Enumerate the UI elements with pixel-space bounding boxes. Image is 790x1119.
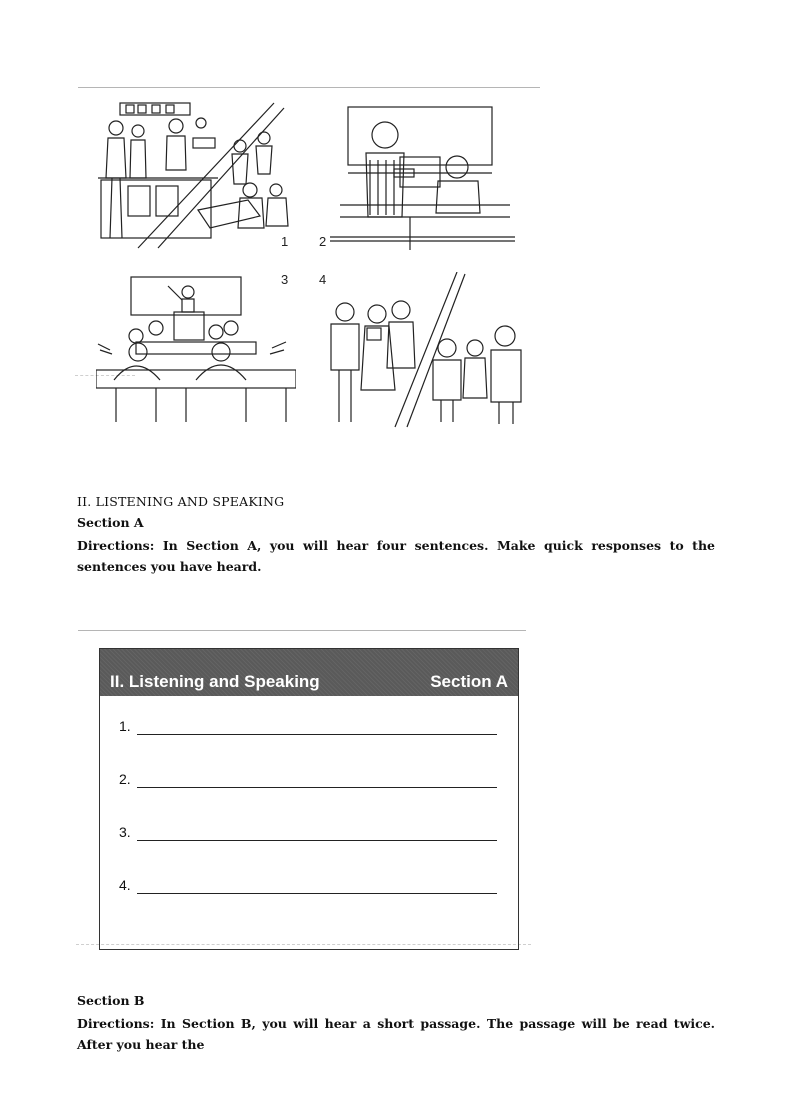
answer-box-header [100,649,518,696]
answer-row-3-label: 3. [119,824,131,840]
picture-classroom-exchange [330,105,515,250]
picture-number-3: 3 [281,272,289,287]
picture-classroom-talking [96,272,296,427]
scan-line-box-top [78,630,526,631]
section-b-title: Section B [77,993,145,1008]
answer-row-1-label: 1. [119,718,131,734]
picture-number-4: 4 [319,272,327,287]
picture-shop [98,98,298,250]
answer-row-2-label: 2. [119,771,131,787]
section-a-directions: Directions: In Section A, you will hear four sentences. Make quick responses to the sentences you have heard. [77,538,715,574]
section-a-title: Section A [77,515,144,530]
answer-line-3[interactable] [137,840,497,841]
picture-number-1: 1 [281,234,289,249]
answer-box-title: II. Listening and Speaking [110,672,320,691]
section-heading: II. LISTENING AND SPEAKING [77,494,285,509]
answer-box-section: Section A [430,672,508,691]
answer-box [99,648,519,950]
picture-number-2: 2 [319,234,327,249]
scan-line-top [78,87,540,88]
picture-street-flyer [325,272,530,429]
answer-line-4[interactable] [137,893,497,894]
answer-row-4-label: 4. [119,877,131,893]
section-b-directions: Directions: In Section B, you will hear a short passage. The passage will be read twice. After you hear the [77,1016,715,1052]
answer-line-2[interactable] [137,787,497,788]
answer-line-1[interactable] [137,734,497,735]
